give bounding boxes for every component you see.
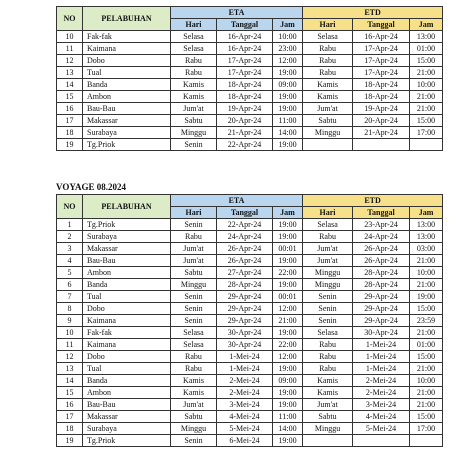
table-row [57, 279, 443, 291]
eta-day: Rabu [171, 363, 217, 375]
etd-day: Senin [303, 303, 353, 315]
table-row [57, 231, 443, 243]
port-name: Ambon [83, 91, 171, 103]
etd-time: 17:00 [410, 127, 443, 139]
eta-date: 5-Mei-24 [217, 423, 273, 435]
eta-day: Selasa [171, 43, 217, 55]
port-name: Banda [83, 279, 171, 291]
etd-date: 17-Apr-24 [353, 67, 410, 79]
eta-time: 12:00 [273, 351, 303, 363]
port-name: Makassar [83, 243, 171, 255]
eta-date: 22-Apr-24 [217, 139, 273, 151]
schedule-table-2-body [57, 219, 443, 447]
table-row [57, 43, 443, 55]
etd-day [303, 435, 353, 447]
eta-date: 17-Apr-24 [217, 67, 273, 79]
table-row [57, 79, 443, 91]
etd-day [303, 139, 353, 151]
eta-time: 19:00 [273, 399, 303, 411]
etd-date [353, 435, 410, 447]
row-no: 1 [57, 219, 83, 231]
port-name: Bau-Bau [83, 255, 171, 267]
row-no: 2 [57, 231, 83, 243]
eta-time: 14:00 [273, 423, 303, 435]
table-row [57, 435, 443, 447]
etd-time: 19:00 [410, 291, 443, 303]
etd-date: 28-Apr-24 [353, 267, 410, 279]
eta-date: 1-Mei-24 [217, 351, 273, 363]
port-name: Ambon [83, 387, 171, 399]
etd-day: Jum'at [303, 243, 353, 255]
eta-time: 19:00 [273, 91, 303, 103]
table-row [57, 327, 443, 339]
eta-time: 00:01 [273, 291, 303, 303]
eta-time: 19:00 [273, 279, 303, 291]
etd-hari-header: Hari [303, 207, 353, 219]
eta-day: Jum'at [171, 399, 217, 411]
eta-day: Sabtu [171, 267, 217, 279]
eta-day: Selasa [171, 31, 217, 43]
row-no: 6 [57, 279, 83, 291]
table-row [57, 363, 443, 375]
eta-time: 23:00 [273, 43, 303, 55]
row-no: 4 [57, 255, 83, 267]
eta-time: 19:00 [273, 363, 303, 375]
eta-time: 11:00 [273, 411, 303, 423]
etd-time: 21:00 [410, 387, 443, 399]
etd-time: 01:00 [410, 43, 443, 55]
table-row [57, 303, 443, 315]
row-no: 12 [57, 351, 83, 363]
etd-day: Kamis [303, 375, 353, 387]
etd-day: Rabu [303, 231, 353, 243]
etd-time: 13:00 [410, 219, 443, 231]
etd-day: Minggu [303, 267, 353, 279]
row-no: 16 [57, 103, 83, 115]
etd-time: 03:00 [410, 243, 443, 255]
port-name: Kaimana [83, 339, 171, 351]
etd-day: Minggu [303, 127, 353, 139]
port-name: Surabaya [83, 231, 171, 243]
eta-header: ETA [171, 7, 303, 19]
etd-time: 23:59 [410, 315, 443, 327]
eta-date: 20-Apr-24 [217, 115, 273, 127]
table-row [57, 291, 443, 303]
row-no: 17 [57, 115, 83, 127]
row-no: 18 [57, 127, 83, 139]
etd-day: Rabu [303, 55, 353, 67]
eta-date: 16-Apr-24 [217, 31, 273, 43]
eta-jam-header: Jam [273, 19, 303, 31]
eta-date: 1-Mei-24 [217, 363, 273, 375]
port-name: Kaimana [83, 315, 171, 327]
eta-day: Sabtu [171, 115, 217, 127]
eta-date: 29-Apr-24 [217, 315, 273, 327]
etd-date: 1-Mei-24 [353, 351, 410, 363]
eta-date: 17-Apr-24 [217, 55, 273, 67]
etd-time [410, 139, 443, 151]
table-row [57, 139, 443, 151]
etd-time: 17:00 [410, 423, 443, 435]
row-no: 16 [57, 399, 83, 411]
table-row [57, 243, 443, 255]
eta-date: 24-Apr-24 [217, 231, 273, 243]
etd-date [353, 139, 410, 151]
eta-day: Senin [171, 291, 217, 303]
row-no: 14 [57, 79, 83, 91]
etd-date: 2-Mei-24 [353, 375, 410, 387]
etd-day: Jum'at [303, 255, 353, 267]
port-name: Banda [83, 375, 171, 387]
eta-day: Rabu [171, 67, 217, 79]
eta-time: 11:00 [273, 115, 303, 127]
eta-date: 26-Apr-24 [217, 255, 273, 267]
eta-date: 26-Apr-24 [217, 243, 273, 255]
row-no: 18 [57, 423, 83, 435]
etd-date: 30-Apr-24 [353, 327, 410, 339]
eta-date: 2-Mei-24 [217, 387, 273, 399]
table-row [57, 55, 443, 67]
row-no: 19 [57, 139, 83, 151]
etd-day: Selasa [303, 219, 353, 231]
etd-date: 2-Mei-24 [353, 387, 410, 399]
voyage-title: VOYAGE 08.2024 [56, 182, 126, 192]
etd-day: Rabu [303, 339, 353, 351]
eta-time: 19:00 [273, 435, 303, 447]
eta-header: ETA [171, 195, 303, 207]
eta-date: 30-Apr-24 [217, 327, 273, 339]
etd-date: 20-Apr-24 [353, 115, 410, 127]
schedule-table-1 [56, 6, 443, 151]
etd-day: Sabtu [303, 411, 353, 423]
etd-day: Minggu [303, 279, 353, 291]
etd-day: Senin [303, 291, 353, 303]
eta-date: 27-Apr-24 [217, 267, 273, 279]
table-row [57, 91, 443, 103]
table-row [57, 315, 443, 327]
etd-day: Senin [303, 315, 353, 327]
etd-date: 17-Apr-24 [353, 55, 410, 67]
eta-hari-header: Hari [171, 19, 217, 31]
etd-header: ETD [303, 7, 443, 19]
eta-day: Senin [171, 219, 217, 231]
table-row [57, 127, 443, 139]
row-no: 9 [57, 315, 83, 327]
port-name: Tual [83, 67, 171, 79]
eta-day: Jum'at [171, 255, 217, 267]
eta-date: 29-Apr-24 [217, 303, 273, 315]
port-name: Bau-Bau [83, 399, 171, 411]
etd-day: Rabu [303, 43, 353, 55]
eta-time: 22:00 [273, 339, 303, 351]
etd-jam-header: Jam [410, 19, 443, 31]
eta-tanggal-header: Tanggal [217, 19, 273, 31]
port-name: Dobo [83, 303, 171, 315]
etd-date: 18-Apr-24 [353, 79, 410, 91]
etd-day: Rabu [303, 67, 353, 79]
schedule-table-2 [56, 194, 443, 447]
etd-date: 29-Apr-24 [353, 291, 410, 303]
eta-day: Senin [171, 303, 217, 315]
table-row [57, 399, 443, 411]
etd-time: 21:00 [410, 67, 443, 79]
eta-time: 19:00 [273, 255, 303, 267]
etd-time: 21:00 [410, 327, 443, 339]
eta-day: Rabu [171, 351, 217, 363]
etd-time [410, 435, 443, 447]
col-port-header: PELABUHAN [83, 195, 171, 219]
eta-date: 18-Apr-24 [217, 79, 273, 91]
eta-date: 22-Apr-24 [217, 219, 273, 231]
eta-time: 21:00 [273, 315, 303, 327]
table-row [57, 423, 443, 435]
etd-date: 26-Apr-24 [353, 255, 410, 267]
etd-day: Sabtu [303, 115, 353, 127]
etd-date: 16-Apr-24 [353, 31, 410, 43]
eta-day: Minggu [171, 279, 217, 291]
table-row [57, 103, 443, 115]
eta-time: 19:00 [273, 327, 303, 339]
etd-hari-header: Hari [303, 19, 353, 31]
table-row [57, 411, 443, 423]
etd-day: Minggu [303, 423, 353, 435]
etd-time: 15:00 [410, 303, 443, 315]
etd-date: 3-Mei-24 [353, 399, 410, 411]
eta-time: 19:00 [273, 387, 303, 399]
eta-time: 19:00 [273, 139, 303, 151]
etd-day: Kamis [303, 387, 353, 399]
eta-date: 28-Apr-24 [217, 279, 273, 291]
eta-date: 4-Mei-24 [217, 411, 273, 423]
eta-date: 29-Apr-24 [217, 291, 273, 303]
etd-day: Kamis [303, 91, 353, 103]
etd-date: 18-Apr-24 [353, 91, 410, 103]
etd-time: 21:00 [410, 91, 443, 103]
etd-day: Selasa [303, 31, 353, 43]
port-name: Makassar [83, 115, 171, 127]
table-row [57, 67, 443, 79]
etd-date: 26-Apr-24 [353, 243, 410, 255]
row-no: 15 [57, 387, 83, 399]
etd-day: Selasa [303, 327, 353, 339]
table-row [57, 387, 443, 399]
port-name: Surabaya [83, 127, 171, 139]
row-no: 10 [57, 31, 83, 43]
port-name: Kaimana [83, 43, 171, 55]
eta-time: 09:00 [273, 79, 303, 91]
eta-hari-header: Hari [171, 207, 217, 219]
eta-day: Senin [171, 435, 217, 447]
etd-date: 21-Apr-24 [353, 127, 410, 139]
table-row [57, 255, 443, 267]
row-no: 7 [57, 291, 83, 303]
port-name: Dobo [83, 351, 171, 363]
row-no: 13 [57, 67, 83, 79]
port-name: Fak-fak [83, 31, 171, 43]
eta-day: Kamis [171, 375, 217, 387]
eta-day: Minggu [171, 423, 217, 435]
row-no: 8 [57, 303, 83, 315]
schedule-table-1-body [57, 31, 443, 151]
eta-date: 3-Mei-24 [217, 399, 273, 411]
eta-day: Senin [171, 139, 217, 151]
etd-date: 23-Apr-24 [353, 219, 410, 231]
eta-time: 10:00 [273, 31, 303, 43]
etd-date: 5-Mei-24 [353, 423, 410, 435]
port-name: Tual [83, 291, 171, 303]
row-no: 11 [57, 339, 83, 351]
eta-date: 6-Mei-24 [217, 435, 273, 447]
etd-date: 19-Apr-24 [353, 103, 410, 115]
port-name: Ambon [83, 267, 171, 279]
eta-day: Senin [171, 315, 217, 327]
eta-day: Selasa [171, 327, 217, 339]
etd-date: 4-Mei-24 [353, 411, 410, 423]
col-no-header: NO [57, 195, 83, 219]
etd-date: 28-Apr-24 [353, 279, 410, 291]
row-no: 14 [57, 375, 83, 387]
etd-time: 21:00 [410, 279, 443, 291]
etd-time: 01:00 [410, 339, 443, 351]
port-name: Fak-fak [83, 327, 171, 339]
table-row [57, 219, 443, 231]
etd-time: 10:00 [410, 267, 443, 279]
etd-date: 29-Apr-24 [353, 315, 410, 327]
row-no: 10 [57, 327, 83, 339]
eta-day: Rabu [171, 231, 217, 243]
eta-day: Sabtu [171, 411, 217, 423]
eta-day: Kamis [171, 387, 217, 399]
eta-day: Kamis [171, 91, 217, 103]
eta-day: Kamis [171, 79, 217, 91]
row-no: 5 [57, 267, 83, 279]
row-no: 13 [57, 363, 83, 375]
table-row [57, 351, 443, 363]
etd-date: 1-Mei-24 [353, 339, 410, 351]
table-row [57, 115, 443, 127]
eta-time: 19:00 [273, 231, 303, 243]
eta-day: Jum'at [171, 243, 217, 255]
row-no: 15 [57, 91, 83, 103]
port-name: Banda [83, 79, 171, 91]
table-row [57, 339, 443, 351]
etd-header: ETD [303, 195, 443, 207]
etd-day: Jum'at [303, 103, 353, 115]
etd-time: 21:00 [410, 255, 443, 267]
eta-tanggal-header: Tanggal [217, 207, 273, 219]
eta-date: 2-Mei-24 [217, 375, 273, 387]
col-no-header: NO [57, 7, 83, 31]
eta-day: Selasa [171, 339, 217, 351]
etd-time: 13:00 [410, 231, 443, 243]
table-row [57, 267, 443, 279]
etd-time: 10:00 [410, 375, 443, 387]
etd-time: 21:00 [410, 363, 443, 375]
row-no: 11 [57, 43, 83, 55]
port-name: Tual [83, 363, 171, 375]
table-row [57, 375, 443, 387]
row-no: 17 [57, 411, 83, 423]
port-name: Tg.Priok [83, 219, 171, 231]
etd-time: 15:00 [410, 351, 443, 363]
port-name: Makassar [83, 411, 171, 423]
etd-day: Rabu [303, 351, 353, 363]
port-name: Bau-Bau [83, 103, 171, 115]
col-port-header: PELABUHAN [83, 7, 171, 31]
eta-date: 21-Apr-24 [217, 127, 273, 139]
eta-time: 12:00 [273, 303, 303, 315]
etd-day: Kamis [303, 79, 353, 91]
etd-time: 21:00 [410, 103, 443, 115]
etd-time: 10:00 [410, 79, 443, 91]
etd-date: 24-Apr-24 [353, 231, 410, 243]
etd-time: 15:00 [410, 115, 443, 127]
eta-day: Jum'at [171, 103, 217, 115]
table-row [57, 31, 443, 43]
row-no: 3 [57, 243, 83, 255]
etd-date: 29-Apr-24 [353, 303, 410, 315]
eta-time: 22:00 [273, 267, 303, 279]
port-name: Tg.Priok [83, 139, 171, 151]
eta-date: 16-Apr-24 [217, 43, 273, 55]
eta-time: 19:00 [273, 219, 303, 231]
row-no: 12 [57, 55, 83, 67]
eta-time: 14:00 [273, 127, 303, 139]
eta-date: 18-Apr-24 [217, 91, 273, 103]
port-name: Surabaya [83, 423, 171, 435]
etd-day: Jum'at [303, 399, 353, 411]
eta-time: 09:00 [273, 375, 303, 387]
eta-day: Minggu [171, 127, 217, 139]
etd-day: Rabu [303, 363, 353, 375]
etd-time: 15:00 [410, 55, 443, 67]
eta-time: 00:01 [273, 243, 303, 255]
etd-date: 1-Mei-24 [353, 363, 410, 375]
eta-day: Rabu [171, 55, 217, 67]
etd-time: 21:00 [410, 399, 443, 411]
etd-date: 17-Apr-24 [353, 43, 410, 55]
etd-time: 15:00 [410, 411, 443, 423]
port-name: Tg.Priok [83, 435, 171, 447]
eta-jam-header: Jam [273, 207, 303, 219]
eta-time: 19:00 [273, 67, 303, 79]
etd-tanggal-header: Tanggal [353, 207, 410, 219]
etd-jam-header: Jam [410, 207, 443, 219]
eta-date: 19-Apr-24 [217, 103, 273, 115]
etd-tanggal-header: Tanggal [353, 19, 410, 31]
port-name: Dobo [83, 55, 171, 67]
eta-time: 19:00 [273, 103, 303, 115]
row-no: 19 [57, 435, 83, 447]
eta-date: 30-Apr-24 [217, 339, 273, 351]
eta-time: 12:00 [273, 55, 303, 67]
etd-time: 13:00 [410, 31, 443, 43]
